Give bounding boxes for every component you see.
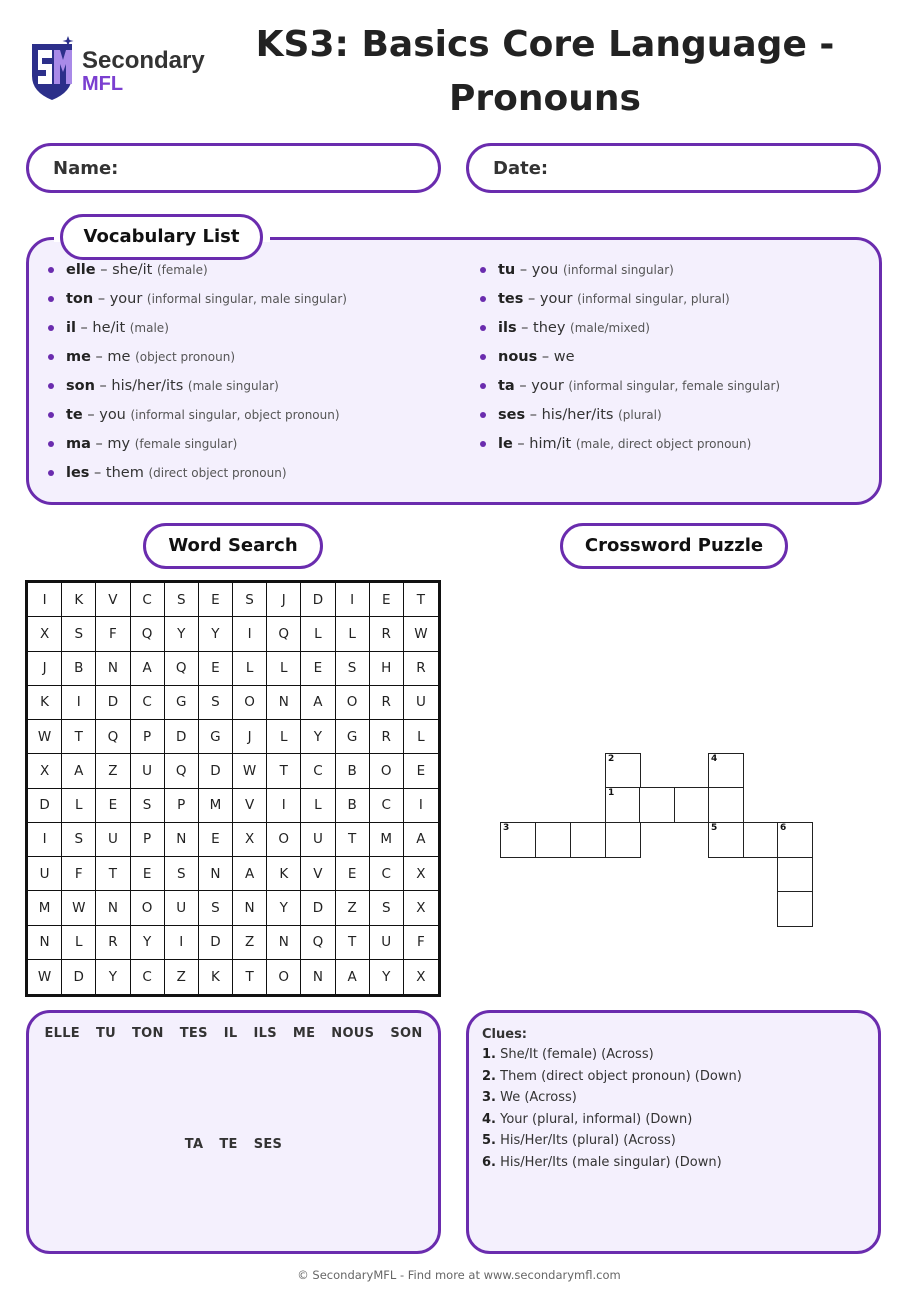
clue-item [482, 1088, 742, 1110]
word-search-cell[interactable]: J [28, 652, 62, 686]
word-search-cell[interactable]: I [233, 617, 267, 651]
clues-panel [466, 1010, 881, 1254]
word-search-cell[interactable]: I [336, 583, 370, 617]
word-list-row [29, 1026, 438, 1041]
word-search-cell[interactable]: G [336, 720, 370, 754]
word-search-cell[interactable]: E [336, 857, 370, 891]
crossword-number: 5 [711, 823, 718, 833]
word-search-cell[interactable]: N [301, 960, 335, 994]
vocab-word: ils [498, 320, 517, 336]
word-search-cell[interactable]: A [62, 754, 96, 788]
word-list-item: TE [219, 1137, 238, 1152]
clue-number: 4. [482, 1111, 496, 1127]
vocab-word: il [66, 320, 76, 336]
word-search-cell[interactable]: L [301, 617, 335, 651]
word-search-cell[interactable]: I [404, 789, 438, 823]
word-search-cell[interactable]: T [96, 857, 130, 891]
word-search-cell[interactable]: Q [267, 617, 301, 651]
clue-item [482, 1045, 742, 1067]
vocab-word: nous [498, 349, 538, 365]
word-search-cell[interactable]: S [370, 891, 404, 925]
crossword-cell[interactable] [605, 822, 641, 858]
clue-number: 5. [482, 1133, 496, 1148]
word-search-cell[interactable]: O [267, 823, 301, 857]
crossword-cell[interactable] [777, 822, 813, 858]
crossword-cell[interactable] [708, 753, 744, 789]
footer-text: © SecondaryMFL - Find more at www.secondarymfl.com [297, 1268, 621, 1282]
word-search-cell[interactable]: F [404, 926, 438, 960]
clue-list [482, 1045, 742, 1174]
vocab-item: ton – your (informal singular, male singular) [48, 287, 347, 316]
vocab-note: (informal singular, object pronoun) [130, 408, 340, 422]
word-search-cell[interactable]: D [62, 960, 96, 994]
vocab-item: te – you (informal singular, object pronoun) [48, 403, 347, 432]
word-search-cell[interactable]: Z [96, 754, 130, 788]
vocab-meaning: you [99, 407, 126, 423]
name-field[interactable] [26, 143, 441, 193]
word-search-cell[interactable]: P [131, 823, 165, 857]
vocab-meaning: him/it [529, 436, 572, 452]
word-search-cell[interactable]: A [404, 823, 438, 857]
vocab-word: ses [498, 407, 526, 423]
vocab-item: me – me (object pronoun) [48, 345, 347, 374]
vocab-item: elle – she/it (female) [48, 258, 347, 287]
word-search-cell[interactable]: K [28, 686, 62, 720]
word-search-cell[interactable]: R [404, 652, 438, 686]
word-search-cell[interactable]: I [28, 823, 62, 857]
word-list-item: IL [223, 1026, 238, 1041]
word-search-cell[interactable]: N [96, 891, 130, 925]
clues-title: Clues: [482, 1027, 528, 1042]
word-search-cell[interactable]: E [301, 652, 335, 686]
word-search-cell[interactable]: P [131, 720, 165, 754]
word-search-cell[interactable]: T [336, 926, 370, 960]
vocab-note: (direct object pronoun) [148, 466, 287, 480]
word-search-cell[interactable]: S [165, 583, 199, 617]
name-label: Name: [53, 158, 119, 179]
word-search-cell[interactable]: S [199, 891, 233, 925]
crossword-number: 1 [608, 788, 615, 798]
word-list-panel [26, 1010, 441, 1254]
word-search-cell[interactable]: G [199, 720, 233, 754]
word-search-cell[interactable]: W [404, 617, 438, 651]
word-list-item: TES [179, 1026, 208, 1041]
crossword-cell[interactable] [570, 822, 606, 858]
page-title: KS3: Basics Core Language - Pronouns [255, 24, 835, 119]
vocab-item: ils – they (male/mixed) [480, 316, 780, 345]
word-list-item: SON [390, 1026, 423, 1041]
word-search-cell[interactable]: N [267, 926, 301, 960]
word-search-cell[interactable]: X [404, 891, 438, 925]
word-search-cell[interactable]: Y [370, 960, 404, 994]
word-search-cell[interactable]: W [62, 891, 96, 925]
vocab-meaning: me [107, 349, 131, 365]
word-search-cell[interactable]: U [28, 857, 62, 891]
word-search-cell[interactable]: Z [165, 960, 199, 994]
clue-text: She/It (female) (Across) [500, 1047, 654, 1062]
word-search-cell[interactable]: O [370, 754, 404, 788]
vocab-word: ta [498, 378, 515, 394]
word-search-cell[interactable]: G [165, 686, 199, 720]
word-search-cell[interactable]: Z [233, 926, 267, 960]
word-search-cell[interactable]: S [165, 857, 199, 891]
word-search-cell[interactable]: D [301, 891, 335, 925]
vocab-meaning: she/it [112, 262, 153, 278]
word-search-cell[interactable]: Z [336, 891, 370, 925]
crossword-cell[interactable] [674, 787, 710, 823]
word-search-cell[interactable]: U [301, 823, 335, 857]
vocab-note: (informal singular, female singular) [568, 379, 781, 393]
word-search-cell[interactable]: M [370, 823, 404, 857]
word-search-cell[interactable]: E [131, 857, 165, 891]
word-search-cell[interactable]: N [28, 926, 62, 960]
word-search-cell[interactable]: R [96, 926, 130, 960]
word-list-row [29, 1137, 438, 1152]
word-list-item: ILS [253, 1026, 277, 1041]
clue-text: Them (direct object pronoun) (Down) [500, 1068, 742, 1084]
word-search-cell[interactable]: W [28, 960, 62, 994]
logo-text-secondary: Secondary [82, 47, 205, 74]
word-search-cell[interactable]: S [233, 583, 267, 617]
word-search-cell[interactable]: N [233, 891, 267, 925]
vocab-word: ma [66, 436, 91, 452]
word-search-cell[interactable]: D [96, 686, 130, 720]
vocabulary-list-right [480, 258, 780, 461]
word-search-cell[interactable]: B [336, 789, 370, 823]
vocabulary-heading: Vocabulary List [60, 214, 263, 260]
word-search-cell[interactable]: T [233, 960, 267, 994]
crossword-number: 4 [711, 754, 718, 764]
word-search-cell[interactable]: T [267, 754, 301, 788]
word-search-cell[interactable]: A [301, 686, 335, 720]
word-search-cell[interactable]: X [28, 754, 62, 788]
secondary-mfl-logo [28, 36, 218, 102]
word-search-cell[interactable]: B [62, 652, 96, 686]
word-search-cell[interactable]: L [62, 789, 96, 823]
word-search-cell[interactable]: E [96, 789, 130, 823]
crossword-cell[interactable] [743, 822, 779, 858]
vocab-item: son – his/her/its (male singular) [48, 374, 347, 403]
vocab-word: tes [498, 291, 524, 307]
vocab-note: (plural) [618, 408, 662, 422]
vocab-meaning: his/her/its [541, 407, 614, 423]
word-search-cell[interactable]: L [301, 789, 335, 823]
vocab-word: les [66, 465, 90, 481]
word-search-cell[interactable]: F [96, 617, 130, 651]
word-search-cell[interactable]: V [233, 789, 267, 823]
word-search-cell[interactable]: Q [165, 754, 199, 788]
vocab-word: son [66, 378, 95, 394]
vocab-word: tu [498, 262, 516, 278]
word-search-cell[interactable]: D [165, 720, 199, 754]
clue-number: 6. [482, 1154, 496, 1170]
word-search-cell[interactable]: E [199, 652, 233, 686]
vocab-note: (male singular) [187, 379, 279, 393]
crossword-cell[interactable] [535, 822, 571, 858]
vocab-note: (female singular) [134, 437, 238, 451]
clue-text: His/Her/Its (plural) (Across) [500, 1133, 676, 1148]
word-search-cell[interactable]: N [199, 857, 233, 891]
vocab-item: ses – his/her/its (plural) [480, 403, 780, 432]
word-search-cell[interactable]: I [267, 789, 301, 823]
crossword-cell[interactable] [708, 787, 744, 823]
crossword-cell[interactable] [777, 857, 813, 893]
word-search-cell[interactable]: Q [131, 617, 165, 651]
vocab-meaning: we [553, 349, 575, 365]
clue-number: 3. [482, 1090, 496, 1105]
word-search-cell[interactable]: T [62, 720, 96, 754]
vocab-item: le – him/it (male, direct object pronoun) [480, 432, 780, 461]
crossword-number: 6 [780, 823, 787, 833]
word-search-cell[interactable]: W [233, 754, 267, 788]
vocab-word: elle [66, 262, 96, 278]
word-search-cell[interactable]: E [199, 583, 233, 617]
word-search-cell[interactable]: Y [131, 926, 165, 960]
vocab-item: ta – your (informal singular, female singular) [480, 374, 780, 403]
date-field[interactable] [466, 143, 881, 193]
word-search-cell[interactable]: E [199, 823, 233, 857]
clue-item [482, 1131, 742, 1153]
vocab-meaning: his/her/its [111, 378, 184, 394]
word-search-cell[interactable]: P [165, 789, 199, 823]
word-search-cell[interactable]: Q [165, 652, 199, 686]
clue-item [482, 1110, 742, 1132]
word-list-item: NOUS [331, 1026, 375, 1041]
word-search-cell[interactable]: J [233, 720, 267, 754]
word-search-cell[interactable]: N [267, 686, 301, 720]
word-search-cell[interactable]: X [404, 857, 438, 891]
word-list-item: SES [253, 1137, 283, 1152]
word-search-cell[interactable]: C [301, 754, 335, 788]
clue-number: 2. [482, 1068, 496, 1084]
word-search-cell[interactable]: U [370, 926, 404, 960]
word-search-cell[interactable]: T [336, 823, 370, 857]
word-search-cell[interactable]: Q [96, 720, 130, 754]
word-search-cell[interactable]: F [62, 857, 96, 891]
vocab-item: ma – my (female singular) [48, 432, 347, 461]
word-search-cell[interactable]: D [199, 926, 233, 960]
word-search-cell[interactable]: D [28, 789, 62, 823]
word-search-cell[interactable]: L [62, 926, 96, 960]
vocab-meaning: your [539, 291, 573, 307]
word-search-cell[interactable]: K [62, 583, 96, 617]
word-search-cell[interactable]: U [96, 823, 130, 857]
word-list-item: TU [95, 1026, 117, 1041]
word-search-cell[interactable]: R [370, 617, 404, 651]
word-search-cell[interactable]: Y [301, 720, 335, 754]
vocab-word: le [498, 436, 513, 452]
logo-text-mfl: MFL [82, 73, 124, 95]
word-search-cell[interactable]: Y [96, 960, 130, 994]
vocab-note: (male/mixed) [570, 321, 650, 335]
word-search-grid [25, 580, 441, 997]
word-search-cell[interactable]: C [370, 857, 404, 891]
vocab-meaning: your [531, 378, 564, 394]
word-search-cell[interactable]: V [96, 583, 130, 617]
word-search-cell[interactable]: Y [165, 617, 199, 651]
word-search-cell[interactable]: U [131, 754, 165, 788]
vocabulary-list-left [48, 258, 347, 490]
word-search-cell[interactable]: K [267, 857, 301, 891]
word-search-cell[interactable]: S [131, 789, 165, 823]
vocab-meaning: your [109, 291, 143, 307]
word-search-cell[interactable]: T [404, 583, 438, 617]
word-search-cell[interactable]: D [199, 754, 233, 788]
crossword-cell[interactable] [500, 822, 536, 858]
word-search-cell[interactable]: S [62, 823, 96, 857]
word-search-cell[interactable]: R [370, 720, 404, 754]
word-search-cell[interactable]: C [370, 789, 404, 823]
word-list-item: TA [184, 1137, 204, 1152]
word-search-cell[interactable]: Y [199, 617, 233, 651]
vocab-meaning: them [105, 465, 144, 481]
crossword-cell[interactable] [639, 787, 675, 823]
word-search-cell[interactable]: I [165, 926, 199, 960]
word-search-cell[interactable]: A [336, 960, 370, 994]
word-search-cell[interactable]: N [165, 823, 199, 857]
word-search-cell[interactable]: N [96, 652, 130, 686]
clue-text: Your (plural, informal) (Down) [500, 1111, 693, 1127]
date-label: Date: [493, 158, 549, 179]
vocab-note: (male, direct object pronoun) [575, 437, 752, 451]
word-list-item: TON [132, 1026, 164, 1041]
word-search-cell[interactable]: W [28, 720, 62, 754]
vocab-meaning: he/it [92, 320, 126, 336]
clue-item [482, 1067, 742, 1089]
word-search-cell[interactable]: A [131, 652, 165, 686]
word-search-cell[interactable]: X [233, 823, 267, 857]
word-search-cell[interactable]: S [336, 652, 370, 686]
word-search-cell[interactable]: K [199, 960, 233, 994]
word-search-cell[interactable]: L [233, 652, 267, 686]
clue-text: His/Her/Its (male singular) (Down) [500, 1154, 722, 1170]
vocab-word: ton [66, 291, 94, 307]
word-search-cell[interactable]: S [199, 686, 233, 720]
word-search-cell[interactable]: E [404, 754, 438, 788]
word-search-cell[interactable]: U [404, 686, 438, 720]
word-search-cell[interactable]: C [131, 960, 165, 994]
word-search-cell[interactable]: Q [301, 926, 335, 960]
vocab-note: (male) [129, 321, 169, 335]
vocab-item: il – he/it (male) [48, 316, 347, 345]
vocab-item: nous – we [480, 345, 780, 374]
vocab-meaning: my [107, 436, 131, 452]
word-search-cell[interactable]: M [199, 789, 233, 823]
word-list-item: ELLE [44, 1026, 80, 1041]
vocab-item: tu – you (informal singular) [480, 258, 780, 287]
word-search-cell[interactable]: A [233, 857, 267, 891]
word-search-cell[interactable]: C [131, 583, 165, 617]
crossword-cell[interactable] [777, 891, 813, 927]
vocab-meaning: you [531, 262, 559, 278]
vocab-meaning: they [533, 320, 566, 336]
word-search-cell[interactable]: M [28, 891, 62, 925]
word-search-cell[interactable]: I [28, 583, 62, 617]
word-search-cell[interactable]: X [28, 617, 62, 651]
word-search-cell[interactable]: E [370, 583, 404, 617]
shield-logo-icon [28, 36, 78, 102]
word-list-item: ME [292, 1026, 316, 1041]
vocab-word: me [66, 349, 91, 365]
word-search-cell[interactable]: L [404, 720, 438, 754]
vocab-note: (female) [156, 263, 208, 277]
vocab-item: tes – your (informal singular, plural) [480, 287, 780, 316]
crossword-cell[interactable] [708, 822, 744, 858]
word-search-cell[interactable]: X [416, 968, 426, 985]
word-search-cell[interactable]: V [301, 857, 335, 891]
word-search-cell[interactable]: U [165, 891, 199, 925]
word-search-cell[interactable]: H [370, 652, 404, 686]
vocab-note: (informal singular) [563, 263, 674, 277]
word-search-cell[interactable]: L [336, 617, 370, 651]
word-search-cell[interactable]: O [267, 960, 301, 994]
crossword-number: 3 [503, 823, 510, 833]
clue-number: 1. [482, 1047, 496, 1062]
word-search-cell[interactable]: O [336, 686, 370, 720]
vocab-note: (object pronoun) [135, 350, 236, 364]
word-search-cell[interactable]: C [131, 686, 165, 720]
crossword-number: 2 [608, 754, 615, 764]
vocab-note: (informal singular, plural) [577, 292, 730, 306]
word-search-cell[interactable]: R [370, 686, 404, 720]
clue-text: We (Across) [500, 1090, 577, 1105]
vocab-note: (informal singular, male singular) [146, 292, 347, 306]
word-search-cell[interactable]: O [233, 686, 267, 720]
word-search-cell[interactable]: D [301, 583, 335, 617]
vocab-word: te [66, 407, 83, 423]
vocab-item: les – them (direct object pronoun) [48, 461, 347, 490]
word-search-cell[interactable]: B [336, 754, 370, 788]
crossword-heading: Crossword Puzzle [560, 523, 788, 569]
word-search-cell[interactable]: S [62, 617, 96, 651]
word-search-cell[interactable]: L [267, 652, 301, 686]
word-search-cell[interactable]: I [62, 686, 96, 720]
word-search-cell[interactable]: L [267, 720, 301, 754]
crossword-cell[interactable] [605, 753, 641, 789]
word-search-heading: Word Search [143, 523, 323, 569]
clue-item [482, 1153, 742, 1175]
word-search-cell[interactable]: J [267, 583, 301, 617]
crossword-cell[interactable] [605, 787, 641, 823]
word-search-cell[interactable]: Y [267, 891, 301, 925]
word-search-cell[interactable]: O [131, 891, 165, 925]
